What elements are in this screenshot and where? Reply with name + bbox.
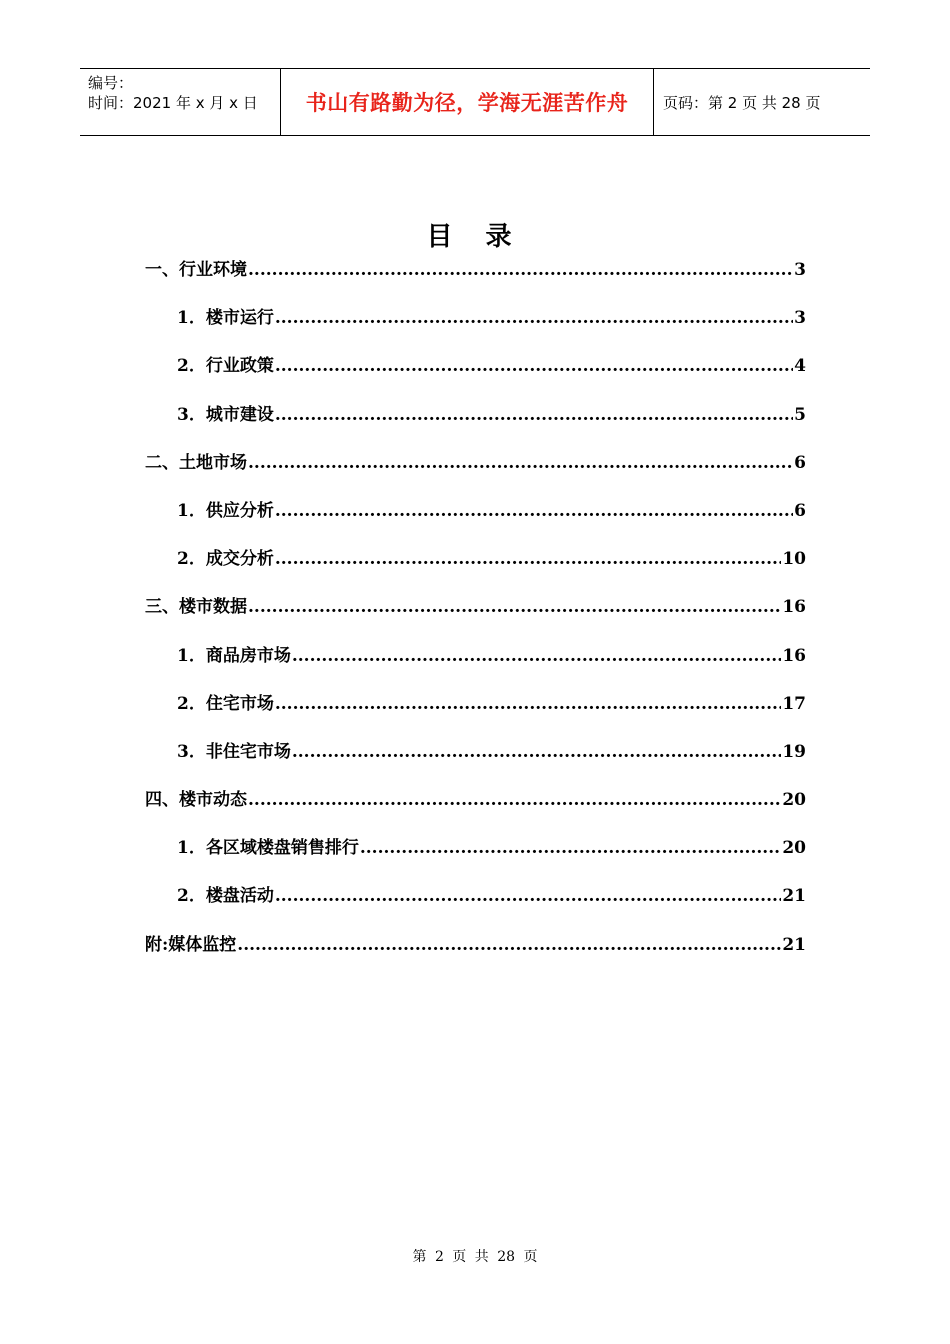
- toc-entry[interactable]: [145, 595, 806, 643]
- toc-dot-leader: [248, 451, 793, 475]
- toc-entry-label: 1．供应分析: [177, 500, 274, 521]
- toc-entry-page: 20: [782, 790, 806, 811]
- toc-entry-page: 10: [782, 549, 806, 570]
- toc-entry[interactable]: [145, 258, 806, 306]
- toc-entry-page: 3: [794, 260, 806, 280]
- toc-entry-label: 二、土地市场: [145, 452, 247, 473]
- toc-entry-page: 16: [782, 597, 806, 618]
- toc-entry-page: 6: [794, 452, 806, 473]
- toc-entry[interactable]: [145, 788, 806, 836]
- toc-entry[interactable]: [145, 306, 806, 354]
- toc-entry-label: 2．成交分析: [177, 549, 274, 570]
- toc-entry-page: 21: [782, 886, 806, 907]
- toc-entry-label: 四、楼市动态: [145, 790, 247, 811]
- motto-text: 书山有路勤为径，学海无涯苦作舟: [305, 91, 629, 115]
- toc-dot-leader: [248, 788, 781, 812]
- document-header: [80, 68, 870, 136]
- header-page-cell: [654, 69, 870, 135]
- toc-entry[interactable]: [145, 692, 806, 740]
- toc-entry-label: 3．城市建设: [177, 404, 274, 425]
- table-of-contents: [145, 258, 806, 981]
- number-label: 编号：: [88, 74, 134, 92]
- toc-title: 目 录: [426, 222, 524, 252]
- toc-entry[interactable]: [145, 354, 806, 402]
- header-page-info: 页码：第 2 页 共 28 页: [663, 93, 821, 112]
- toc-entry-label: 一、行业环境: [145, 260, 247, 280]
- toc-dot-leader: [292, 644, 781, 668]
- toc-entry-label: 2．行业政策: [177, 356, 274, 377]
- toc-entry-page: 16: [782, 645, 806, 666]
- header-meta-cell: [80, 69, 281, 135]
- toc-entry-page: 3: [794, 308, 806, 329]
- toc-entry-page: 5: [794, 404, 806, 425]
- toc-dot-leader: [275, 692, 781, 716]
- toc-dot-leader: [292, 740, 781, 764]
- toc-entry-label: 3．非住宅市场: [177, 741, 291, 762]
- toc-entry[interactable]: [145, 884, 806, 932]
- toc-dot-leader: [275, 354, 793, 378]
- toc-entry[interactable]: [145, 547, 806, 595]
- toc-entry[interactable]: [145, 933, 806, 981]
- toc-dot-leader: [237, 933, 781, 957]
- toc-dot-leader: [275, 306, 793, 330]
- toc-entry[interactable]: [145, 499, 806, 547]
- toc-dot-leader: [248, 258, 793, 282]
- toc-entry[interactable]: [145, 403, 806, 451]
- toc-entry-page: 21: [782, 934, 806, 955]
- header-motto-cell: [281, 69, 654, 135]
- toc-dot-leader: [275, 499, 793, 523]
- toc-entry-page: 4: [794, 356, 806, 377]
- time-label: 时间：2021 年 x 月 x 日: [88, 94, 258, 112]
- toc-entry[interactable]: [145, 836, 806, 884]
- toc-dot-leader: [248, 595, 781, 619]
- toc-entry-label: 三、楼市数据: [145, 597, 247, 618]
- toc-entry-label: 2．楼盘活动: [177, 886, 274, 907]
- toc-entry-label: 附:媒体监控: [145, 934, 237, 955]
- toc-entry-label: 1．商品房市场: [177, 645, 291, 666]
- toc-entry-page: 6: [794, 500, 806, 521]
- toc-entry-page: 17: [782, 693, 806, 714]
- page-footer: 第 2 页 共 28 页: [412, 1249, 538, 1265]
- toc-entry-label: 1．各区域楼盘销售排行: [177, 838, 359, 859]
- toc-dot-leader: [275, 403, 793, 427]
- toc-entry[interactable]: [145, 740, 806, 788]
- toc-entry-page: 19: [782, 741, 806, 762]
- toc-dot-leader: [275, 884, 781, 908]
- toc-entry[interactable]: [145, 451, 806, 499]
- toc-entry-label: 1．楼市运行: [177, 308, 274, 329]
- toc-entry-page: 20: [782, 838, 806, 859]
- toc-dot-leader: [275, 547, 781, 571]
- toc-entry[interactable]: [145, 644, 806, 692]
- toc-entry-label: 2．住宅市场: [177, 693, 274, 714]
- toc-dot-leader: [360, 836, 781, 860]
